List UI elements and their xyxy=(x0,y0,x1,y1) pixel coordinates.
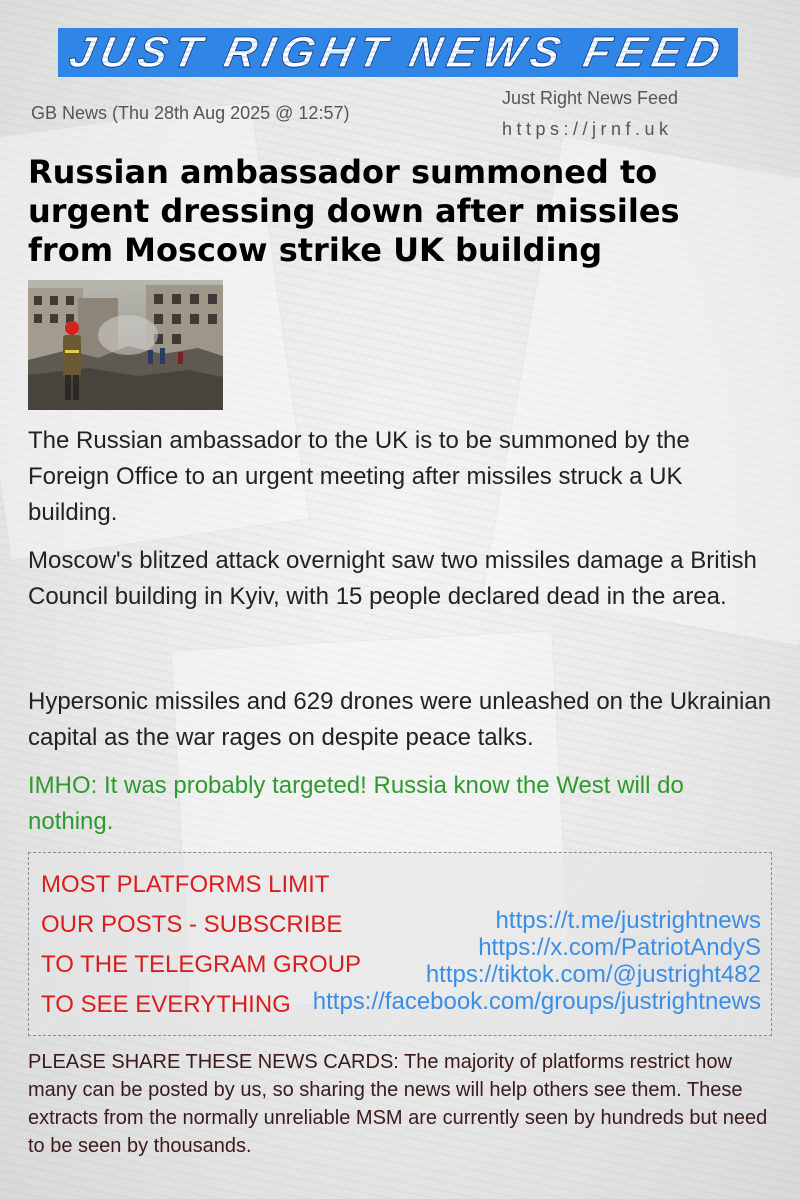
facebook-link[interactable]: https://facebook.com/groups/justrightnews xyxy=(312,988,761,1015)
article-photo xyxy=(28,280,223,410)
firefighter-rubble-photo-icon xyxy=(28,280,223,410)
source-line: GB News (Thu 28th Aug 2025 @ 12:57) xyxy=(31,103,350,123)
headline: Russian ambassador summoned to urgent dressing down after missiles from Moscow strike UK building xyxy=(28,153,680,269)
telegram-link[interactable]: https://t.me/justrightnews xyxy=(495,907,761,934)
promo-line: MOST PLATFORMS LIMIT xyxy=(41,871,330,898)
banner xyxy=(58,28,738,77)
promo-line: TO SEE EVERYTHING xyxy=(41,991,291,1018)
banner-title: JUST RIGHT NEWS FEED xyxy=(65,27,732,77)
article-paragraph: The Russian ambassador to the UK is to be summoned by the Foreign Office to an urgent meeting after missiles struck a UK building. xyxy=(28,427,690,526)
article-paragraph: Moscow's blitzed attack overnight saw two missiles damage a British Council building in Kyiv, with 15 people declared dead in the area. xyxy=(28,547,757,610)
promo-line: TO THE TELEGRAM GROUP xyxy=(41,951,362,978)
promo-line: OUR POSTS - SUBSCRIBE xyxy=(41,911,343,938)
brand-url[interactable]: https://jrnf.uk xyxy=(502,119,673,139)
x-link[interactable]: https://x.com/PatriotAndyS xyxy=(478,934,761,961)
subscribe-box xyxy=(28,852,772,1036)
share-notice: PLEASE SHARE THESE NEWS CARDS: The majority of platforms restrict how many can be posted by us, so sharing the news will help others see them. These extracts from the normally unreliable MSM are currently seen by hundreds but need to be seen by thousands. xyxy=(28,1051,768,1157)
brand-name: Just Right News Feed xyxy=(502,88,679,108)
article-paragraph: Hypersonic missiles and 629 drones were unleashed on the Ukrainian capital as the war rages on despite peace talks. xyxy=(28,688,772,751)
tiktok-link[interactable]: https://tiktok.com/@justright482 xyxy=(425,961,761,988)
social-links xyxy=(313,907,761,1015)
imho-comment: IMHO: It was probably targeted! Russia know the West will do nothing. xyxy=(28,772,684,835)
